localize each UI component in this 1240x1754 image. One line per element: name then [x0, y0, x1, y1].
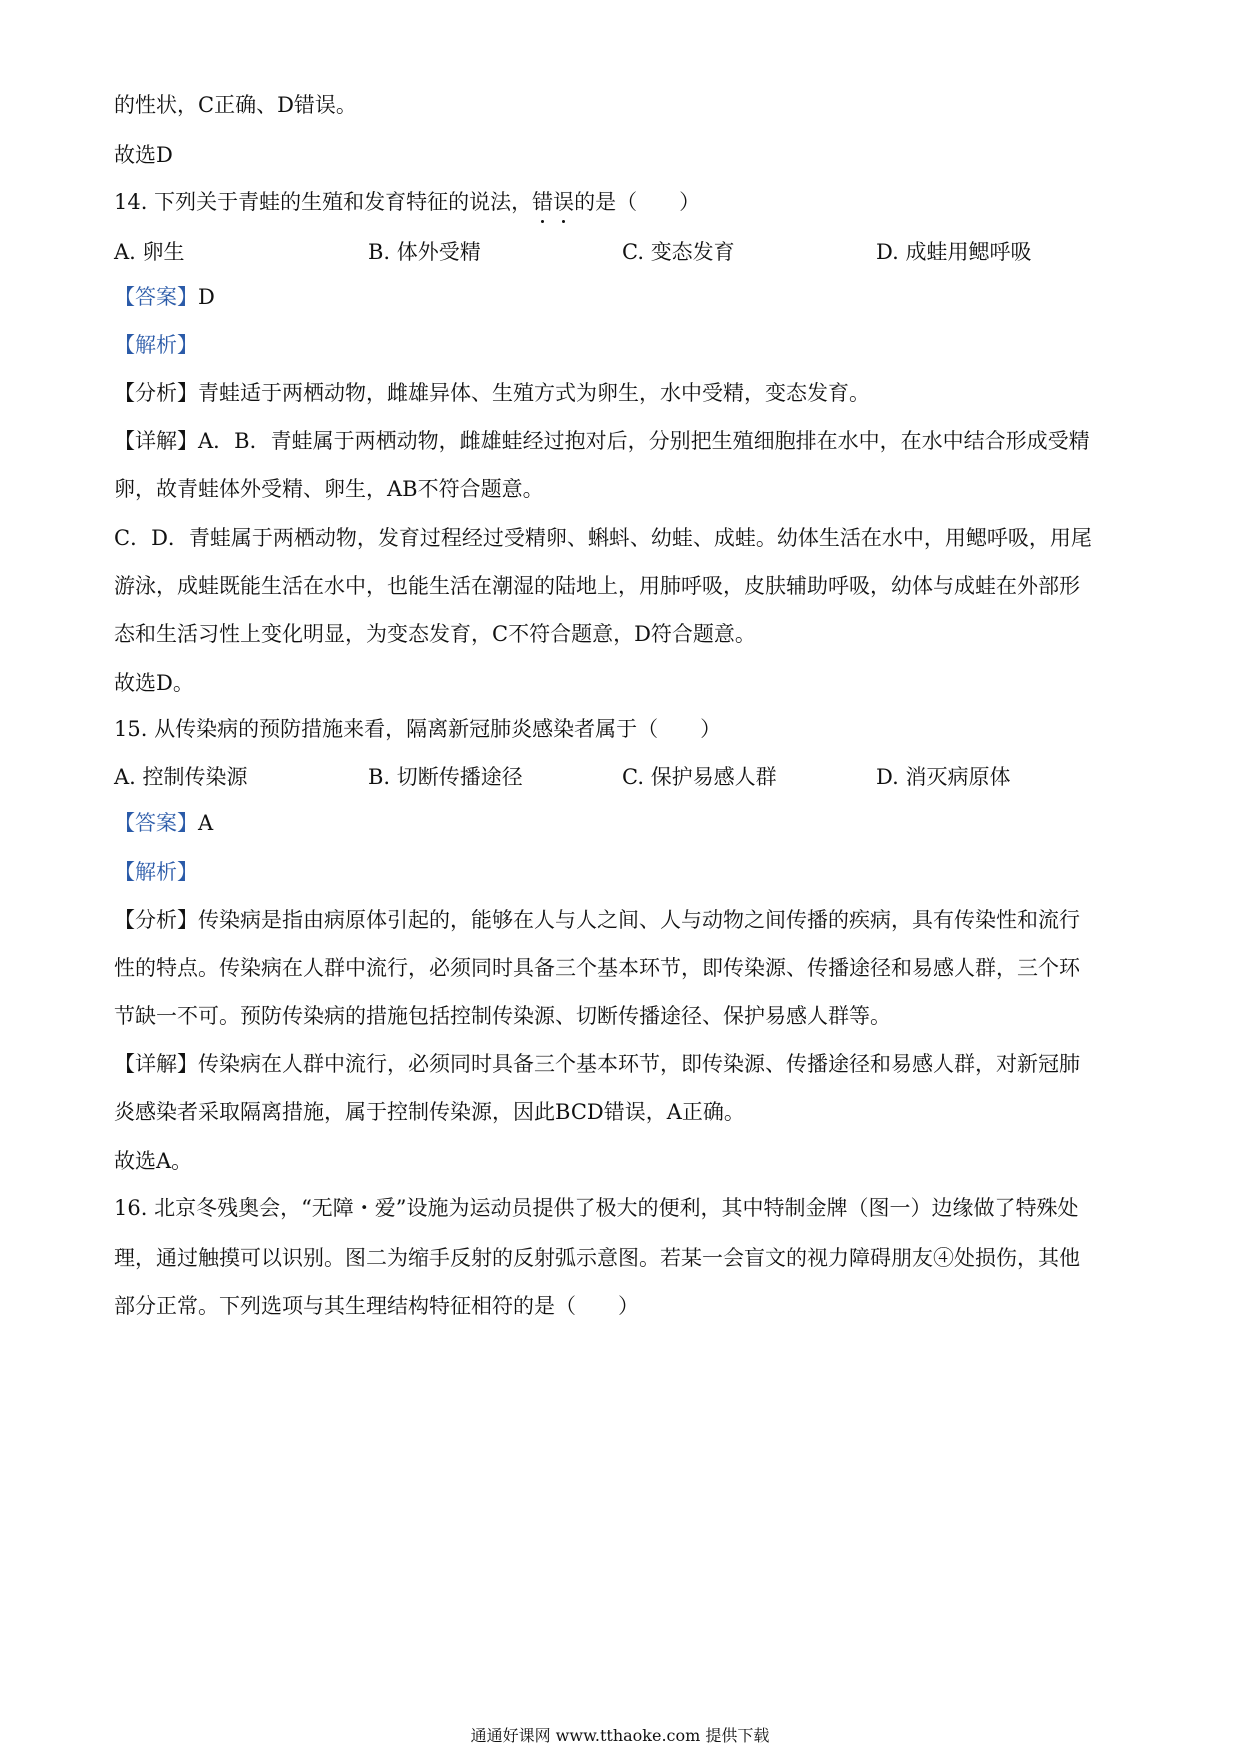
q15-fenxi-line: 节缺一不可。预防传染病的措施包括控制传染源、切断传播途径、保护易感人群等。 — [114, 1004, 891, 1028]
q14-detail-line: 【详解】A．B．青蛙属于两栖动物，雌雄蛙经过抱对后，分别把生殖细胞排在水中，在水中结合形成受精 — [114, 429, 1090, 453]
q15-detail-line: 炎感染者采取隔离措施，属于控制传染源，因此BCD错误，A正确。 — [114, 1100, 745, 1124]
q14-detail-line: 游泳，成蛙既能生活在水中，也能生活在潮湿的陆地上，用肺呼吸，皮肤辅助呼吸，幼体与成蛙在外部形 — [114, 574, 1080, 598]
q15-option-a: A. 控制传染源 — [114, 765, 248, 789]
q14-answer: 【答案】D — [114, 285, 215, 309]
q15-analysis-tag: 【解析】 — [114, 860, 198, 884]
q15-option-b: B. 切断传播途径 — [368, 765, 523, 789]
q16-stem-line: 部分正常。下列选项与其生理结构特征相符的是（ ） — [114, 1294, 639, 1318]
q14-option-b: B. 体外受精 — [368, 240, 481, 264]
page-footer: 通通好课网 www.tthaoke.com 提供下载 — [470, 1726, 770, 1745]
q15-option-d: D. 消灭病原体 — [876, 765, 1011, 789]
q14-detail-line: C．D．青蛙属于两栖动物，发育过程经过受精卵、蝌蚪、幼蛙、成蛙。幼体生活在水中，用鳃呼吸，用尾 — [114, 526, 1092, 550]
answer-tag: 【答案】 — [114, 811, 198, 835]
q14-option-c: C. 变态发育 — [622, 240, 735, 264]
q14-detail-line: 卵，故青蛙体外受精、卵生，AB不符合题意。 — [114, 477, 544, 501]
q16-stem-line: 16. 北京冬残奥会，“无障・爱”设施为运动员提供了极大的便利，其中特制金牌（图一）边缘做了特殊处 — [114, 1196, 1079, 1220]
q15-answer: 【答案】A — [114, 811, 214, 835]
q14-fenxi: 【分析】青蛙适于两栖动物，雌雄异体、生殖方式为卵生，水中受精，变态发育。 — [114, 381, 870, 405]
q14-analysis-tag: 【解析】 — [114, 333, 198, 357]
q14-conclusion: 故选D。 — [114, 671, 194, 695]
prev-conclusion: 故选D — [114, 143, 173, 167]
q15-option-c: C. 保护易感人群 — [622, 765, 777, 789]
q14-option-d: D. 成蛙用鳃呼吸 — [876, 240, 1032, 264]
emphasis-dot-char: 错 — [532, 187, 553, 217]
answer-tag: 【答案】 — [114, 285, 198, 309]
q14-stem: 14. 下列关于青蛙的生殖和发育特征的说法，错误的是（ ） — [114, 187, 1134, 217]
q15-fenxi-line: 【分析】传染病是指由病原体引起的，能够在人与人之间、人与动物之间传播的疾病，具有传染性和流行 — [114, 908, 1080, 932]
q16-stem-line: 理，通过触摸可以识别。图二为缩手反射的反射弧示意图。若某一会盲文的视力障碍朋友④处损伤，其他 — [114, 1246, 1080, 1270]
q14-option-a: A. 卵生 — [114, 240, 185, 264]
q15-conclusion: 故选A。 — [114, 1149, 193, 1173]
q15-fenxi-line: 性的特点。传染病在人群中流行，必须同时具备三个基本环节，即传染源、传播途径和易感人群，三个环 — [114, 956, 1080, 980]
q15-detail-line: 【详解】传染病在人群中流行，必须同时具备三个基本环节，即传染源、传播途径和易感人群，对新冠肺 — [114, 1052, 1080, 1076]
prev-answer-tail: 的性状，C正确、D错误。 — [114, 93, 357, 117]
emphasis-dot-char: 误 — [553, 187, 574, 217]
q15-stem: 15. 从传染病的预防措施来看，隔离新冠肺炎感染者属于（ ） — [114, 717, 722, 741]
q14-detail-line: 态和生活习性上变化明显，为变态发育，C不符合题意，D符合题意。 — [114, 622, 756, 646]
